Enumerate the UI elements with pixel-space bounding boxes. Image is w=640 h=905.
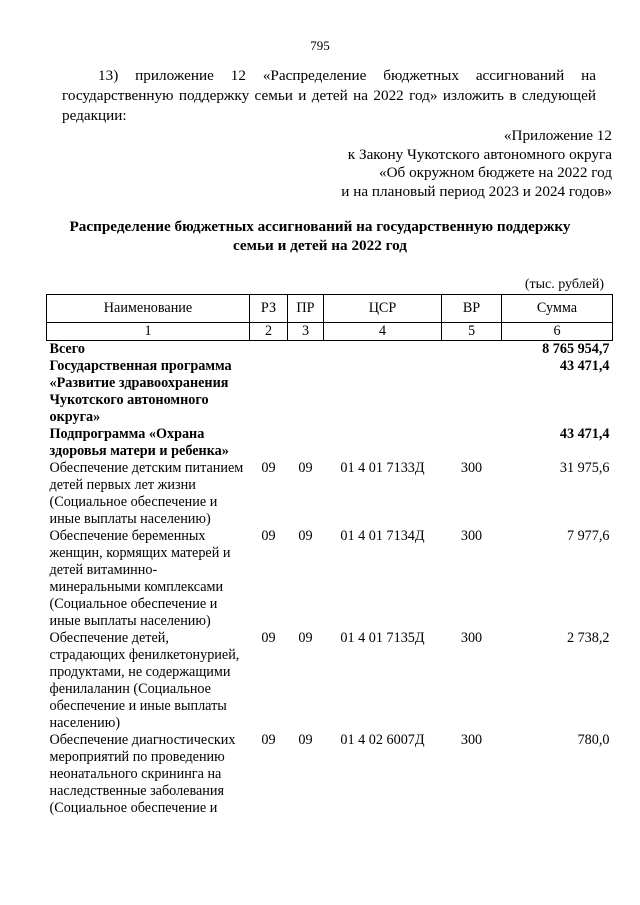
- column-number: 1: [47, 323, 250, 341]
- cell-sum: 43 471,4: [559, 358, 610, 374]
- cell-name: Обеспечение детским питанием детей первых лет жизни (Социальное обеспечение и иные выплаты населению): [49, 460, 244, 527]
- header-vr: ВР: [442, 295, 502, 323]
- cell-csr: 01 4 01 7133Д: [340, 460, 425, 476]
- cell-vr: 300: [460, 460, 483, 476]
- cell-csr: 01 4 01 7135Д: [340, 630, 425, 646]
- appendix-line: и на плановый период 2023 и 2024 годов»: [341, 182, 612, 200]
- cell-pr: 09: [298, 460, 313, 476]
- column-number: 4: [324, 323, 442, 341]
- table-row: [47, 630, 613, 732]
- cell-pr: 09: [298, 630, 313, 646]
- cell-vr: [442, 358, 502, 426]
- cell-rz: [250, 426, 288, 460]
- table-row-subprogram: [47, 426, 613, 460]
- cell-rz: [250, 358, 288, 426]
- document-title: [40, 217, 600, 255]
- cell-sum: 31 975,6: [559, 460, 610, 476]
- cell-name: Обеспечение детей, страдающих фенилкетонурией, продуктами, не содержащими фенилаланин (Социальное обеспечение и иные выплаты населению): [49, 630, 240, 731]
- header-sum: Сумма: [502, 295, 613, 323]
- column-number: 3: [288, 323, 324, 341]
- cell-sum: 2 738,2: [566, 630, 610, 646]
- cell-pr: [288, 426, 324, 460]
- cell-name: Всего: [49, 341, 85, 357]
- cell-rz: 09: [261, 528, 276, 544]
- table-row-total: [47, 341, 613, 359]
- cell-name: Государственная программа «Развитие здравоохранения Чукотского автономного округа»: [49, 358, 232, 425]
- cell-rz: 09: [261, 732, 276, 748]
- table-row: [47, 528, 613, 630]
- cell-vr: [442, 426, 502, 460]
- cell-vr: [442, 341, 502, 359]
- appendix-reference: [341, 127, 612, 201]
- appendix-line: «Об окружном бюджете на 2022 год: [379, 164, 612, 181]
- cell-rz: 09: [261, 460, 276, 476]
- cell-csr: 01 4 02 6007Д: [340, 732, 425, 748]
- appendix-line: «Приложение 12: [503, 127, 612, 144]
- title-line: семьи и детей на 2022 год: [233, 237, 407, 254]
- table-row: [47, 732, 613, 817]
- cell-vr: 300: [460, 732, 483, 748]
- cell-csr: 01 4 01 7134Д: [340, 528, 425, 544]
- table-row-program: [47, 358, 613, 426]
- cell-sum: 780,0: [577, 732, 610, 748]
- column-number: 5: [442, 323, 502, 341]
- cell-sum: 7 977,6: [566, 528, 610, 544]
- table-row: [47, 460, 613, 528]
- title-line: Распределение бюджетных ассигнований на государственную поддержку: [69, 218, 571, 235]
- header-pr: ПР: [288, 295, 324, 323]
- cell-pr: [288, 358, 324, 426]
- cell-csr: [324, 426, 442, 460]
- cell-name: Подпрограмма «Охрана здоровья матери и ребенка»: [49, 426, 229, 459]
- cell-name: Обеспечение диагностических мероприятий по проведению неонатального скрининга на наследственные заболевания (Социальное обеспечение и: [49, 732, 236, 816]
- cell-name: Обеспечение беременных женщин, кормящих матерей и детей витаминно-минеральными комплексами (Социальное обеспечение и иные выплаты населению): [49, 528, 231, 629]
- cell-rz: 09: [261, 630, 276, 646]
- header-name: Наименование: [47, 295, 250, 323]
- cell-pr: 09: [298, 732, 313, 748]
- budget-table: [46, 294, 613, 817]
- column-number-row: [47, 323, 613, 341]
- intro-text: 13) приложение 12 «Распределение бюджетных ассигнований на государственную поддержку семьи и детей на 2022 год» изложить в следующей редакции:: [62, 67, 596, 124]
- cell-pr: [288, 341, 324, 359]
- cell-sum: 8 765 954,7: [542, 341, 610, 357]
- cell-sum: 43 471,4: [559, 426, 610, 442]
- cell-csr: [324, 358, 442, 426]
- header-csr: ЦСР: [324, 295, 442, 323]
- column-number: 2: [250, 323, 288, 341]
- cell-vr: 300: [460, 630, 483, 646]
- cell-pr: 09: [298, 528, 313, 544]
- cell-rz: [250, 341, 288, 359]
- intro-paragraph: [62, 66, 596, 126]
- cell-csr: [324, 341, 442, 359]
- cell-vr: 300: [460, 528, 483, 544]
- appendix-line: к Закону Чукотского автономного округа: [347, 145, 612, 163]
- units-label: (тыс. рублей): [524, 277, 604, 292]
- column-number: 6: [502, 323, 613, 341]
- table-header-row: [47, 295, 613, 323]
- header-rz: РЗ: [250, 295, 288, 323]
- page-number: 795: [310, 38, 330, 53]
